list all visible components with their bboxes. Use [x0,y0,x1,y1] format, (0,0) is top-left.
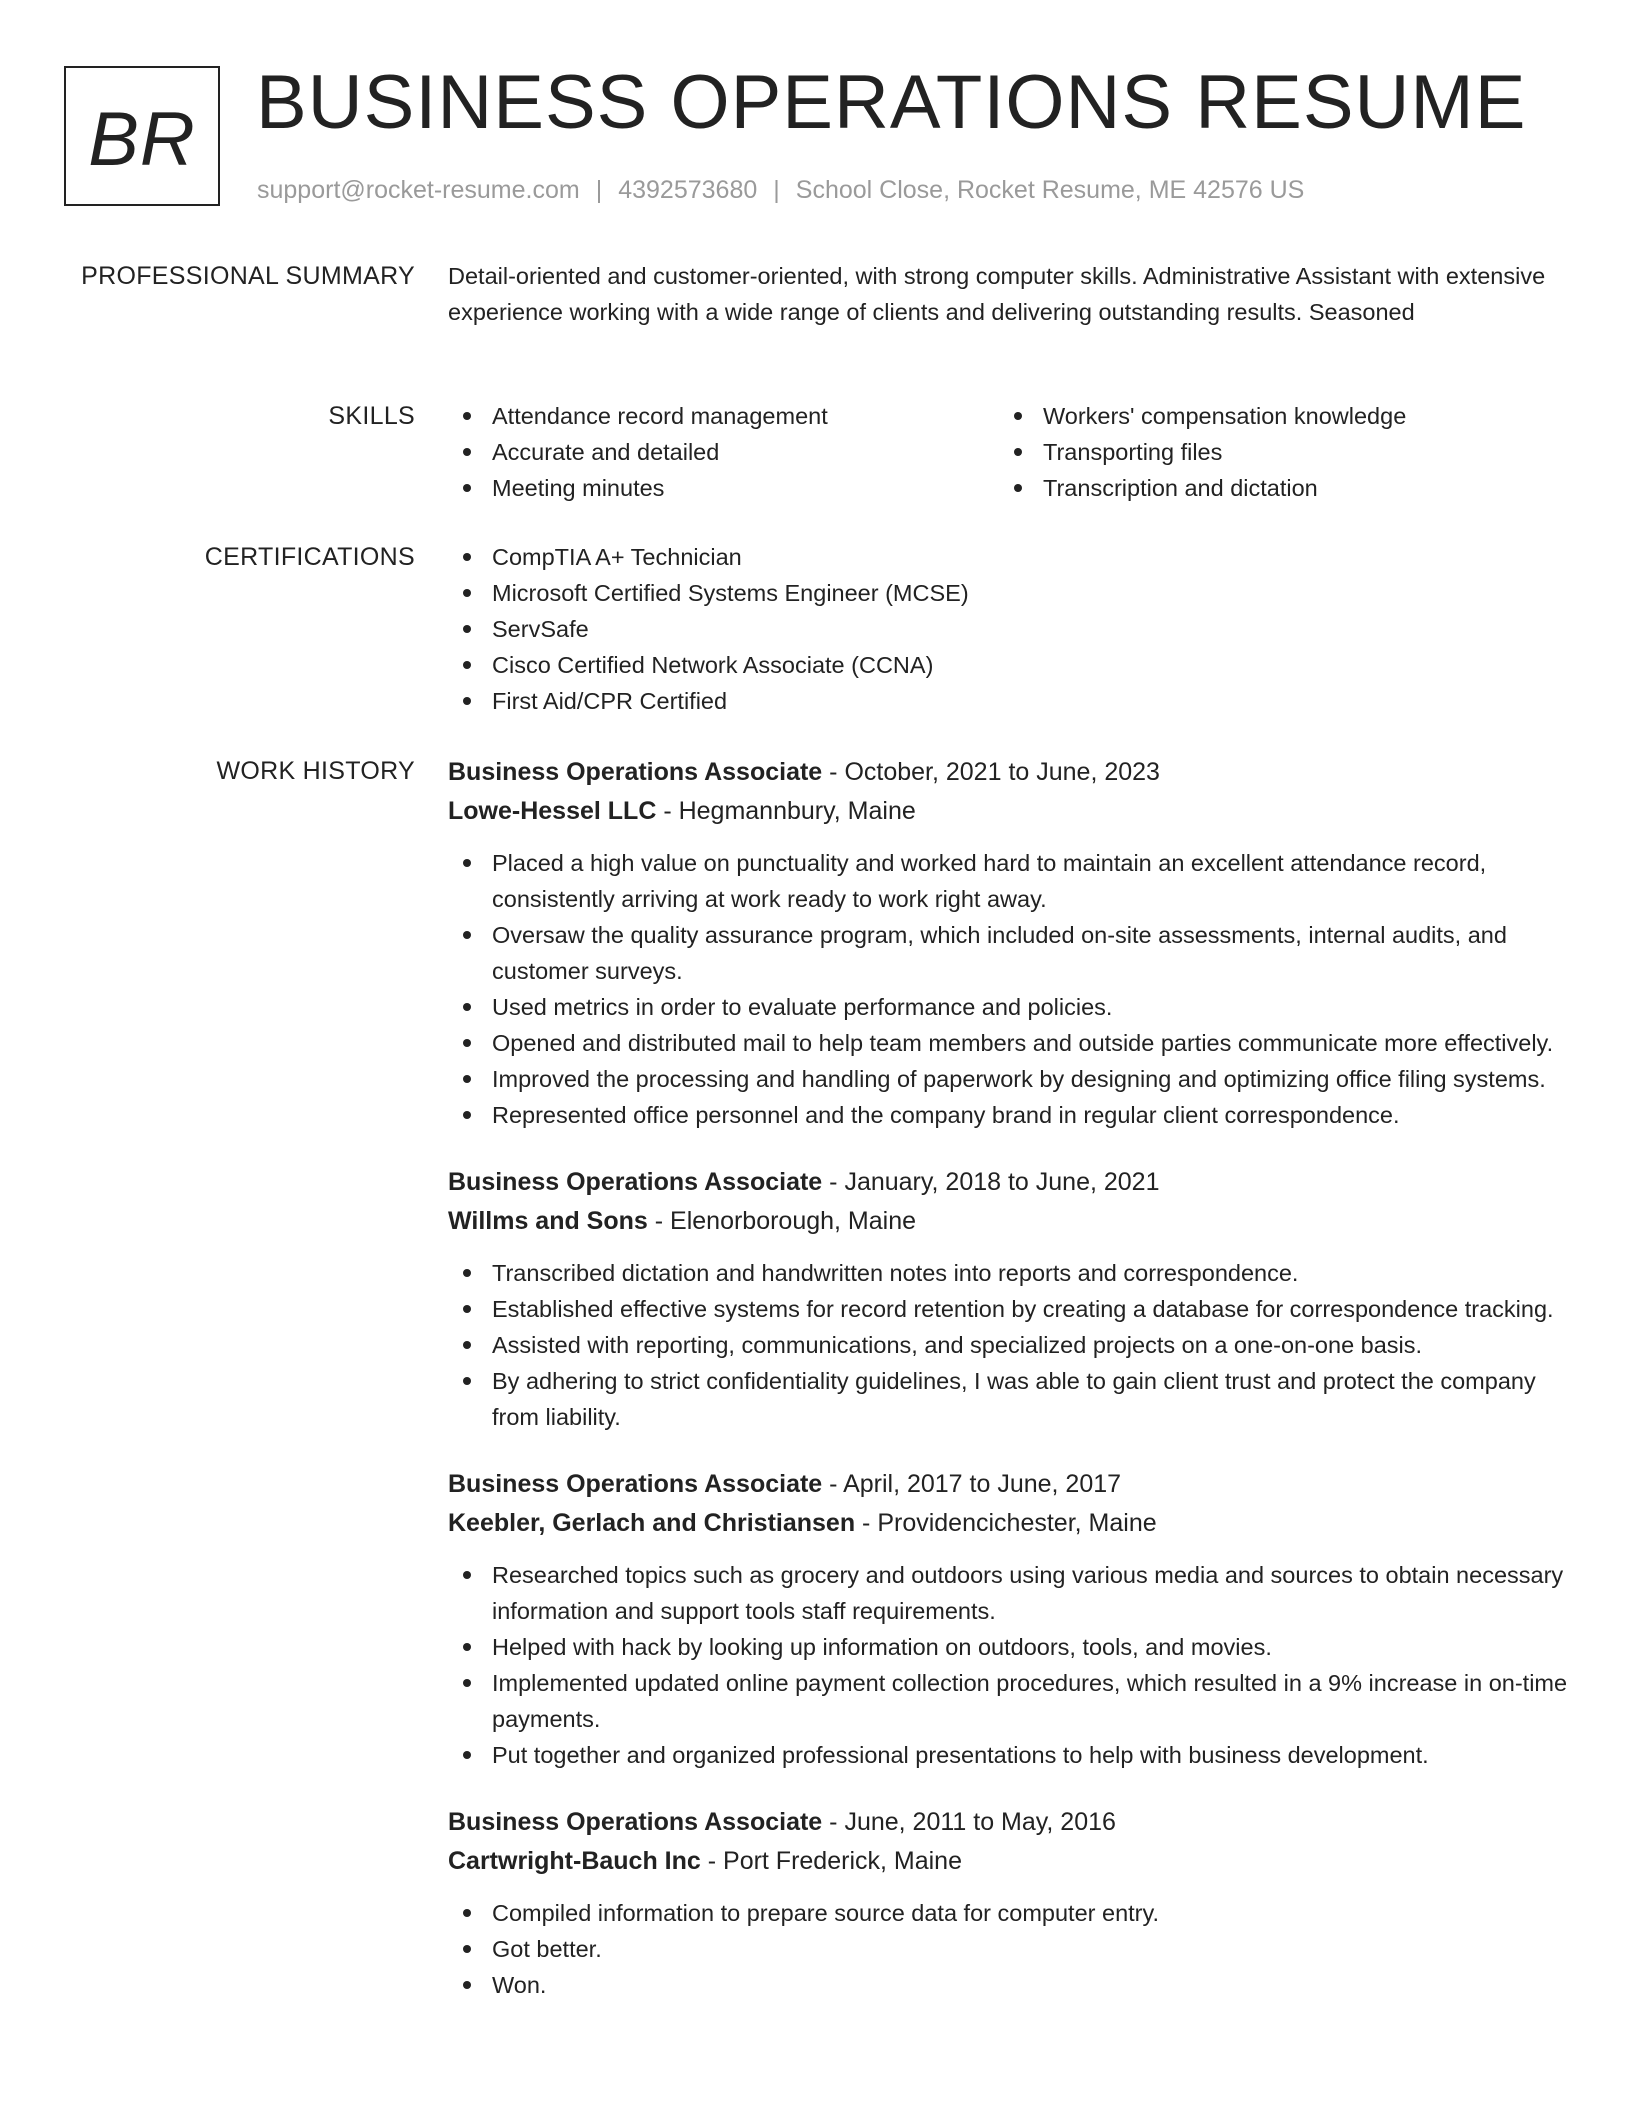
job-entry [448,1803,1572,2003]
certification-item: Microsoft Certified Systems Engineer (MCSE) [448,575,1572,611]
skills-list-left [448,398,999,506]
contact-email[interactable]: support@rocket-resume.com [257,176,580,204]
job-company: Willms and Sons [448,1207,648,1235]
skill-item: Meeting minutes [448,470,999,506]
certifications-body [448,539,1572,719]
resume-header [0,0,1632,230]
work-history-body [448,753,1572,2033]
job-dates: June, 2011 to May, 2016 [844,1808,1116,1836]
work-history-heading: WORK HISTORY [216,757,415,785]
certification-item: CompTIA A+ Technician [448,539,1572,575]
job-title: Business Operations Associate [448,1808,823,1836]
resume-title: BUSINESS OPERATIONS RESUME [256,60,1527,145]
job-dates: April, 2017 to June, 2017 [843,1470,1122,1498]
summary-body [448,258,1572,330]
job-title: Business Operations Associate [448,1470,823,1498]
job-bullets [448,1255,1572,1435]
job-title: Business Operations Associate [448,758,823,786]
job-bullet: Won. [448,1967,1572,2003]
job-location: Elenorborough, Maine [670,1207,917,1235]
job-bullet: Researched topics such as grocery and outdoors using various media and sources to obtain necessary information and support tools staff requirements. [448,1557,1572,1629]
job-location: Providencichester, Maine [877,1509,1157,1537]
job-location: Hegmannbury, Maine [678,797,916,825]
job-dash: - [822,758,845,786]
summary-text: Detail-oriented and customer-oriented, with strong computer skills. Administrative Assistant with extensive experience working with a wide range of clients and delivering outstanding results. Seasoned [448,263,1546,325]
summary-heading: PROFESSIONAL SUMMARY [81,262,415,290]
job-dates: October, 2021 to June, 2023 [844,758,1160,786]
skill-item: Accurate and detailed [448,434,999,470]
job-dates: January, 2018 to June, 2021 [844,1168,1160,1196]
contact-address: School Close, Rocket Resume, ME 42576 US [795,176,1305,204]
job-bullets [448,1557,1572,1773]
job-dash: - [656,797,679,825]
job-bullet: Implemented updated online payment collection procedures, which resulted in a 9% increase in on-time payments. [448,1665,1572,1737]
job-company-line [448,1202,1572,1241]
certification-item: First Aid/CPR Certified [448,683,1572,719]
job-dash: - [822,1808,845,1836]
job-company: Keebler, Gerlach and Christiansen [448,1509,856,1537]
job-bullet: Used metrics in order to evaluate performance and policies. [448,989,1572,1025]
certification-item: ServSafe [448,611,1572,647]
job-entry [448,753,1572,1133]
job-bullet: By adhering to strict confidentiality guidelines, I was able to gain client trust and protect the company from liability. [448,1363,1572,1435]
contact-line [257,174,1304,206]
skill-item: Transcription and dictation [999,470,1550,506]
certifications-heading: CERTIFICATIONS [204,543,415,571]
job-title-line [448,1803,1572,1842]
skills-columns [448,398,1572,506]
job-company-line [448,1504,1572,1543]
job-company-line [448,1842,1572,1881]
skill-item: Attendance record management [448,398,999,434]
skill-item: Transporting files [999,434,1550,470]
job-dash: - [647,1207,671,1235]
monogram-initials: BR [88,96,196,182]
job-bullet: Helped with hack by looking up information on outdoors, tools, and movies. [448,1629,1572,1665]
skills-list-right [999,398,1550,506]
job-title-line [448,753,1572,792]
job-title-line [448,1465,1572,1504]
job-dash: - [822,1470,844,1498]
contact-separator: | [595,176,603,204]
job-bullet: Assisted with reporting, communications, and specialized projects on a one-on-one basis. [448,1327,1572,1363]
job-dash: - [822,1168,845,1196]
job-bullet: Improved the processing and handling of paperwork by designing and optimizing office filing systems. [448,1061,1572,1097]
job-dash: - [700,1847,724,1875]
job-bullet: Transcribed dictation and handwritten notes into reports and correspondence. [448,1255,1572,1291]
job-bullet: Represented office personnel and the company brand in regular client correspondence. [448,1097,1572,1133]
job-title-line [448,1163,1572,1202]
skills-heading: SKILLS [328,402,415,430]
job-title: Business Operations Associate [448,1168,823,1196]
skill-item: Workers' compensation knowledge [999,398,1550,434]
job-entry [448,1465,1572,1773]
job-bullet: Compiled information to prepare source data for computer entry. [448,1895,1572,1931]
job-bullet: Got better. [448,1931,1572,1967]
job-location: Port Frederick, Maine [723,1847,962,1875]
monogram-logo [64,66,220,206]
job-bullet: Put together and organized professional presentations to help with business development. [448,1737,1572,1773]
job-company: Lowe-Hessel LLC [448,797,657,825]
job-company: Cartwright-Bauch Inc [448,1847,701,1875]
certifications-list [448,539,1572,719]
job-company-line [448,792,1572,831]
job-dash: - [855,1509,878,1537]
job-bullet: Opened and distributed mail to help team members and outside parties communicate more effectively. [448,1025,1572,1061]
certification-item: Cisco Certified Network Associate (CCNA) [448,647,1572,683]
contact-phone[interactable]: 4392573680 [618,176,758,204]
contact-separator: | [773,176,780,204]
job-bullets [448,1895,1572,2003]
job-bullet: Placed a high value on punctuality and worked hard to maintain an excellent attendance record, consistently arriving at work ready to work right away. [448,845,1572,917]
job-bullet: Established effective systems for record retention by creating a database for correspondence tracking. [448,1291,1572,1327]
job-bullet: Oversaw the quality assurance program, which included on-site assessments, internal audits, and customer surveys. [448,917,1572,989]
skills-body [448,398,1572,506]
job-entry [448,1163,1572,1435]
job-bullets [448,845,1572,1133]
